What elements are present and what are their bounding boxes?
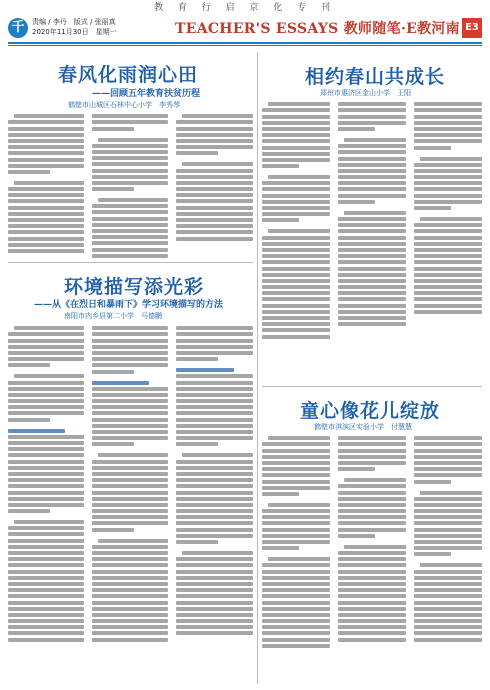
text-column xyxy=(176,324,253,684)
page-header xyxy=(8,17,482,39)
column-separator xyxy=(257,52,258,684)
article-byline: 鹤壁市淇滨区实验小学 付慧慧 xyxy=(314,423,412,431)
text-column xyxy=(92,324,168,684)
text-column xyxy=(8,112,84,258)
text-column xyxy=(176,112,253,258)
header-rule-thin xyxy=(8,45,482,46)
article-byline: 南阳市内乡县第二小学 马德鹏 xyxy=(64,312,162,320)
article-subtitle: ——从《在烈日和暴雨下》学习环境描写的方法 xyxy=(34,300,224,310)
article-title: 春风化雨润心田 xyxy=(58,64,199,86)
text-column xyxy=(414,434,482,684)
article-subtitle: ——回顾五年教育扶贫历程 xyxy=(92,89,201,99)
editor-line: 责编 / 李丹 版式 / 张丽真 xyxy=(32,18,116,26)
header-meta xyxy=(32,17,117,37)
article-byline: 鹤壁市山城区石林中心小学 李秀琴 xyxy=(68,101,180,109)
text-column xyxy=(338,434,406,684)
text-column xyxy=(92,112,168,258)
text-column xyxy=(338,100,406,380)
article-title: 相约春山共成长 xyxy=(305,66,446,88)
newspaper-logo: 千 xyxy=(8,18,28,38)
masthead-strip: 教 育 行 启 京 化 专 刊 xyxy=(153,3,337,13)
text-column xyxy=(262,434,330,684)
section-title: TEACHER'S ESSAYS 教师随笔·E教河南 xyxy=(175,21,460,37)
page-number-badge: E3 xyxy=(462,18,482,38)
date-line: 2020年11月30日 星期一 xyxy=(32,28,117,36)
article-title: 环境描写添光彩 xyxy=(64,276,205,298)
article-body xyxy=(262,434,482,684)
section-divider-left xyxy=(8,262,253,263)
header-rule-thick xyxy=(8,42,482,44)
article-title: 童心像花儿绽放 xyxy=(300,400,441,422)
text-column xyxy=(414,100,482,380)
text-column xyxy=(8,324,84,684)
article-body xyxy=(8,324,253,684)
article-body xyxy=(8,112,253,258)
section-divider-right xyxy=(262,386,482,387)
text-column xyxy=(262,100,330,380)
article-body xyxy=(262,100,482,380)
article-byline: 郑州市惠济区金山小学 王阳 xyxy=(320,89,411,97)
